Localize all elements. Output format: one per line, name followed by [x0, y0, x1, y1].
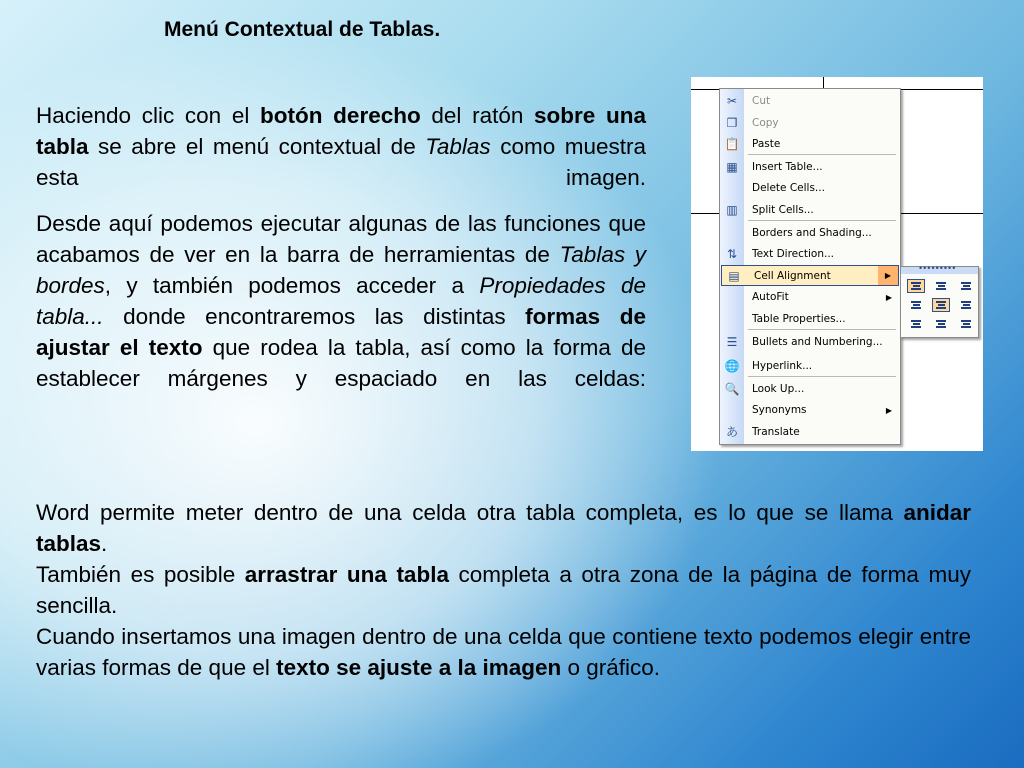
- menu-item-split-cells[interactable]: [720, 200, 900, 221]
- align-option-icon[interactable]: [932, 317, 950, 331]
- align-option-icon[interactable]: [907, 279, 925, 293]
- align-option-icon[interactable]: [957, 317, 975, 331]
- menu-item-label: Cell Alignment: [754, 270, 831, 282]
- bottom-line-nested: [36, 497, 971, 559]
- menu-item-translate[interactable]: [720, 422, 900, 443]
- menu-item-cut[interactable]: [720, 91, 900, 112]
- grip-dots: •••••••••: [919, 263, 957, 273]
- menu-item-label: Synonyms: [752, 404, 807, 416]
- p1-bold-1: botón derecho: [260, 103, 421, 128]
- paragraph-functions: [36, 208, 646, 394]
- p2-text-4: que rodea la tabla, así como la forma de establecer márgenes y espaciado en las celdas:: [36, 335, 646, 391]
- p1-text-4: como muestra esta imagen.: [36, 134, 646, 190]
- submenu-arrow-icon: ▶: [885, 406, 892, 415]
- p2-bold-1: formas de ajustar el texto: [36, 304, 646, 360]
- paragraph-intro: [36, 100, 646, 193]
- bottom-line-image: [36, 621, 971, 683]
- menu-item-autofit[interactable]: [720, 287, 900, 308]
- menu-item-synonyms[interactable]: [720, 400, 900, 421]
- table-context-menu: [719, 88, 901, 445]
- bl1-text-2: .: [101, 531, 108, 556]
- align-option-icon[interactable]: [957, 298, 975, 312]
- menu-item-look-up[interactable]: [720, 379, 900, 400]
- cell-alignment-icon: ▤: [728, 269, 740, 283]
- bullets-icon: ☰: [726, 335, 738, 349]
- insert-table-icon: ▦: [726, 160, 738, 174]
- menu-item-label: Paste: [752, 138, 781, 150]
- menu-item-table-properties[interactable]: [720, 309, 900, 330]
- p1-text-3: se abre el menú contextual de: [88, 134, 426, 159]
- p2-text-3: donde encontraremos las distintas: [103, 304, 526, 329]
- align-option-icon[interactable]: [932, 279, 950, 293]
- menu-item-delete-cells[interactable]: [720, 178, 900, 199]
- bl2-text-1: También es posible: [36, 562, 245, 587]
- menu-item-label: Hyperlink...: [752, 360, 813, 372]
- menu-item-label: Text Direction...: [752, 248, 835, 260]
- p2-text-1: Desde aquí podemos ejecutar algunas de las funciones que acabamos de ver en la barra de herramientas de: [36, 211, 646, 267]
- bl1-text-1: Word permite meter dentro de una celda otra tabla completa, es lo que se llama: [36, 500, 904, 525]
- menu-item-label: Split Cells...: [752, 204, 814, 216]
- bottom-line-drag: [36, 559, 971, 621]
- p1-bold-2: sobre una tabla: [36, 103, 646, 159]
- menu-item-text-direction[interactable]: [720, 244, 900, 265]
- menu-item-label: AutoFit: [752, 291, 789, 303]
- lookup-icon: 🔍: [724, 382, 740, 396]
- submenu-grip[interactable]: [901, 263, 978, 274]
- align-option-icon[interactable]: [907, 317, 925, 331]
- align-option-icon[interactable]: [957, 279, 975, 293]
- menu-item-insert-table[interactable]: [720, 157, 900, 178]
- bl3-text-2: o gráfico.: [561, 655, 661, 680]
- slide-title: Menú Contextual de Tablas.: [164, 18, 441, 41]
- p2-italic-2: Propiedades de tabla...: [36, 273, 646, 329]
- bl3-bold-1: texto se ajuste a la imagen: [276, 655, 562, 680]
- menu-item-label: Cut: [752, 95, 771, 107]
- menu-item-borders-and-shading[interactable]: [720, 223, 900, 244]
- bl3-text-1: Cuando insertamos una imagen dentro de una celda que contiene texto podemos elegir entre varias formas de que el: [36, 624, 971, 680]
- bl2-text-2: completa a otra zona de la página de forma muy sencilla.: [36, 562, 971, 618]
- submenu-arrow-icon: ▶: [878, 266, 898, 285]
- context-menu-screenshot: [691, 77, 983, 451]
- cell-alignment-submenu: [900, 263, 979, 338]
- text-direction-icon: ⇅: [726, 247, 738, 261]
- p1-text-1: Haciendo clic con el: [36, 103, 261, 128]
- p2-italic-1: Tablas y bordes: [36, 242, 647, 298]
- submenu-arrow-icon: ▶: [885, 293, 892, 302]
- menu-item-hyperlink[interactable]: [720, 356, 900, 377]
- p1-italic-1: Tablas: [425, 134, 491, 159]
- menu-item-bullets-and-numbering[interactable]: [720, 332, 900, 353]
- menu-item-label: Table Properties...: [752, 313, 846, 325]
- menu-item-label: Bullets and Numbering...: [752, 336, 883, 348]
- bottom-text: [36, 497, 971, 683]
- menu-item-label: Look Up...: [752, 383, 805, 395]
- scissors-icon: ✂: [726, 94, 738, 108]
- hyperlink-icon: 🌐: [724, 359, 740, 373]
- bl1-bold-1: anidar tablas: [36, 500, 971, 556]
- align-option-icon[interactable]: [932, 298, 950, 312]
- bl2-bold-1: arrastrar una tabla: [244, 562, 449, 587]
- menu-item-label: Insert Table...: [752, 161, 823, 173]
- menu-item-label: Borders and Shading...: [752, 227, 872, 239]
- menu-item-cell-alignment[interactable]: [721, 265, 899, 286]
- menu-item-label: Copy: [752, 117, 779, 129]
- p2-text-2: , y también podemos acceder a: [104, 273, 480, 298]
- menu-item-label: Delete Cells...: [752, 182, 825, 194]
- p1-text-2: del ratón: [420, 103, 535, 128]
- menu-item-label: Translate: [752, 426, 800, 438]
- copy-icon: ❐: [726, 116, 738, 130]
- menu-item-paste[interactable]: [720, 134, 900, 155]
- paste-icon: 📋: [724, 137, 740, 151]
- menu-item-copy[interactable]: [720, 113, 900, 134]
- split-cells-icon: ▥: [726, 203, 738, 217]
- translate-icon: あ: [725, 425, 738, 439]
- align-option-icon[interactable]: [907, 298, 925, 312]
